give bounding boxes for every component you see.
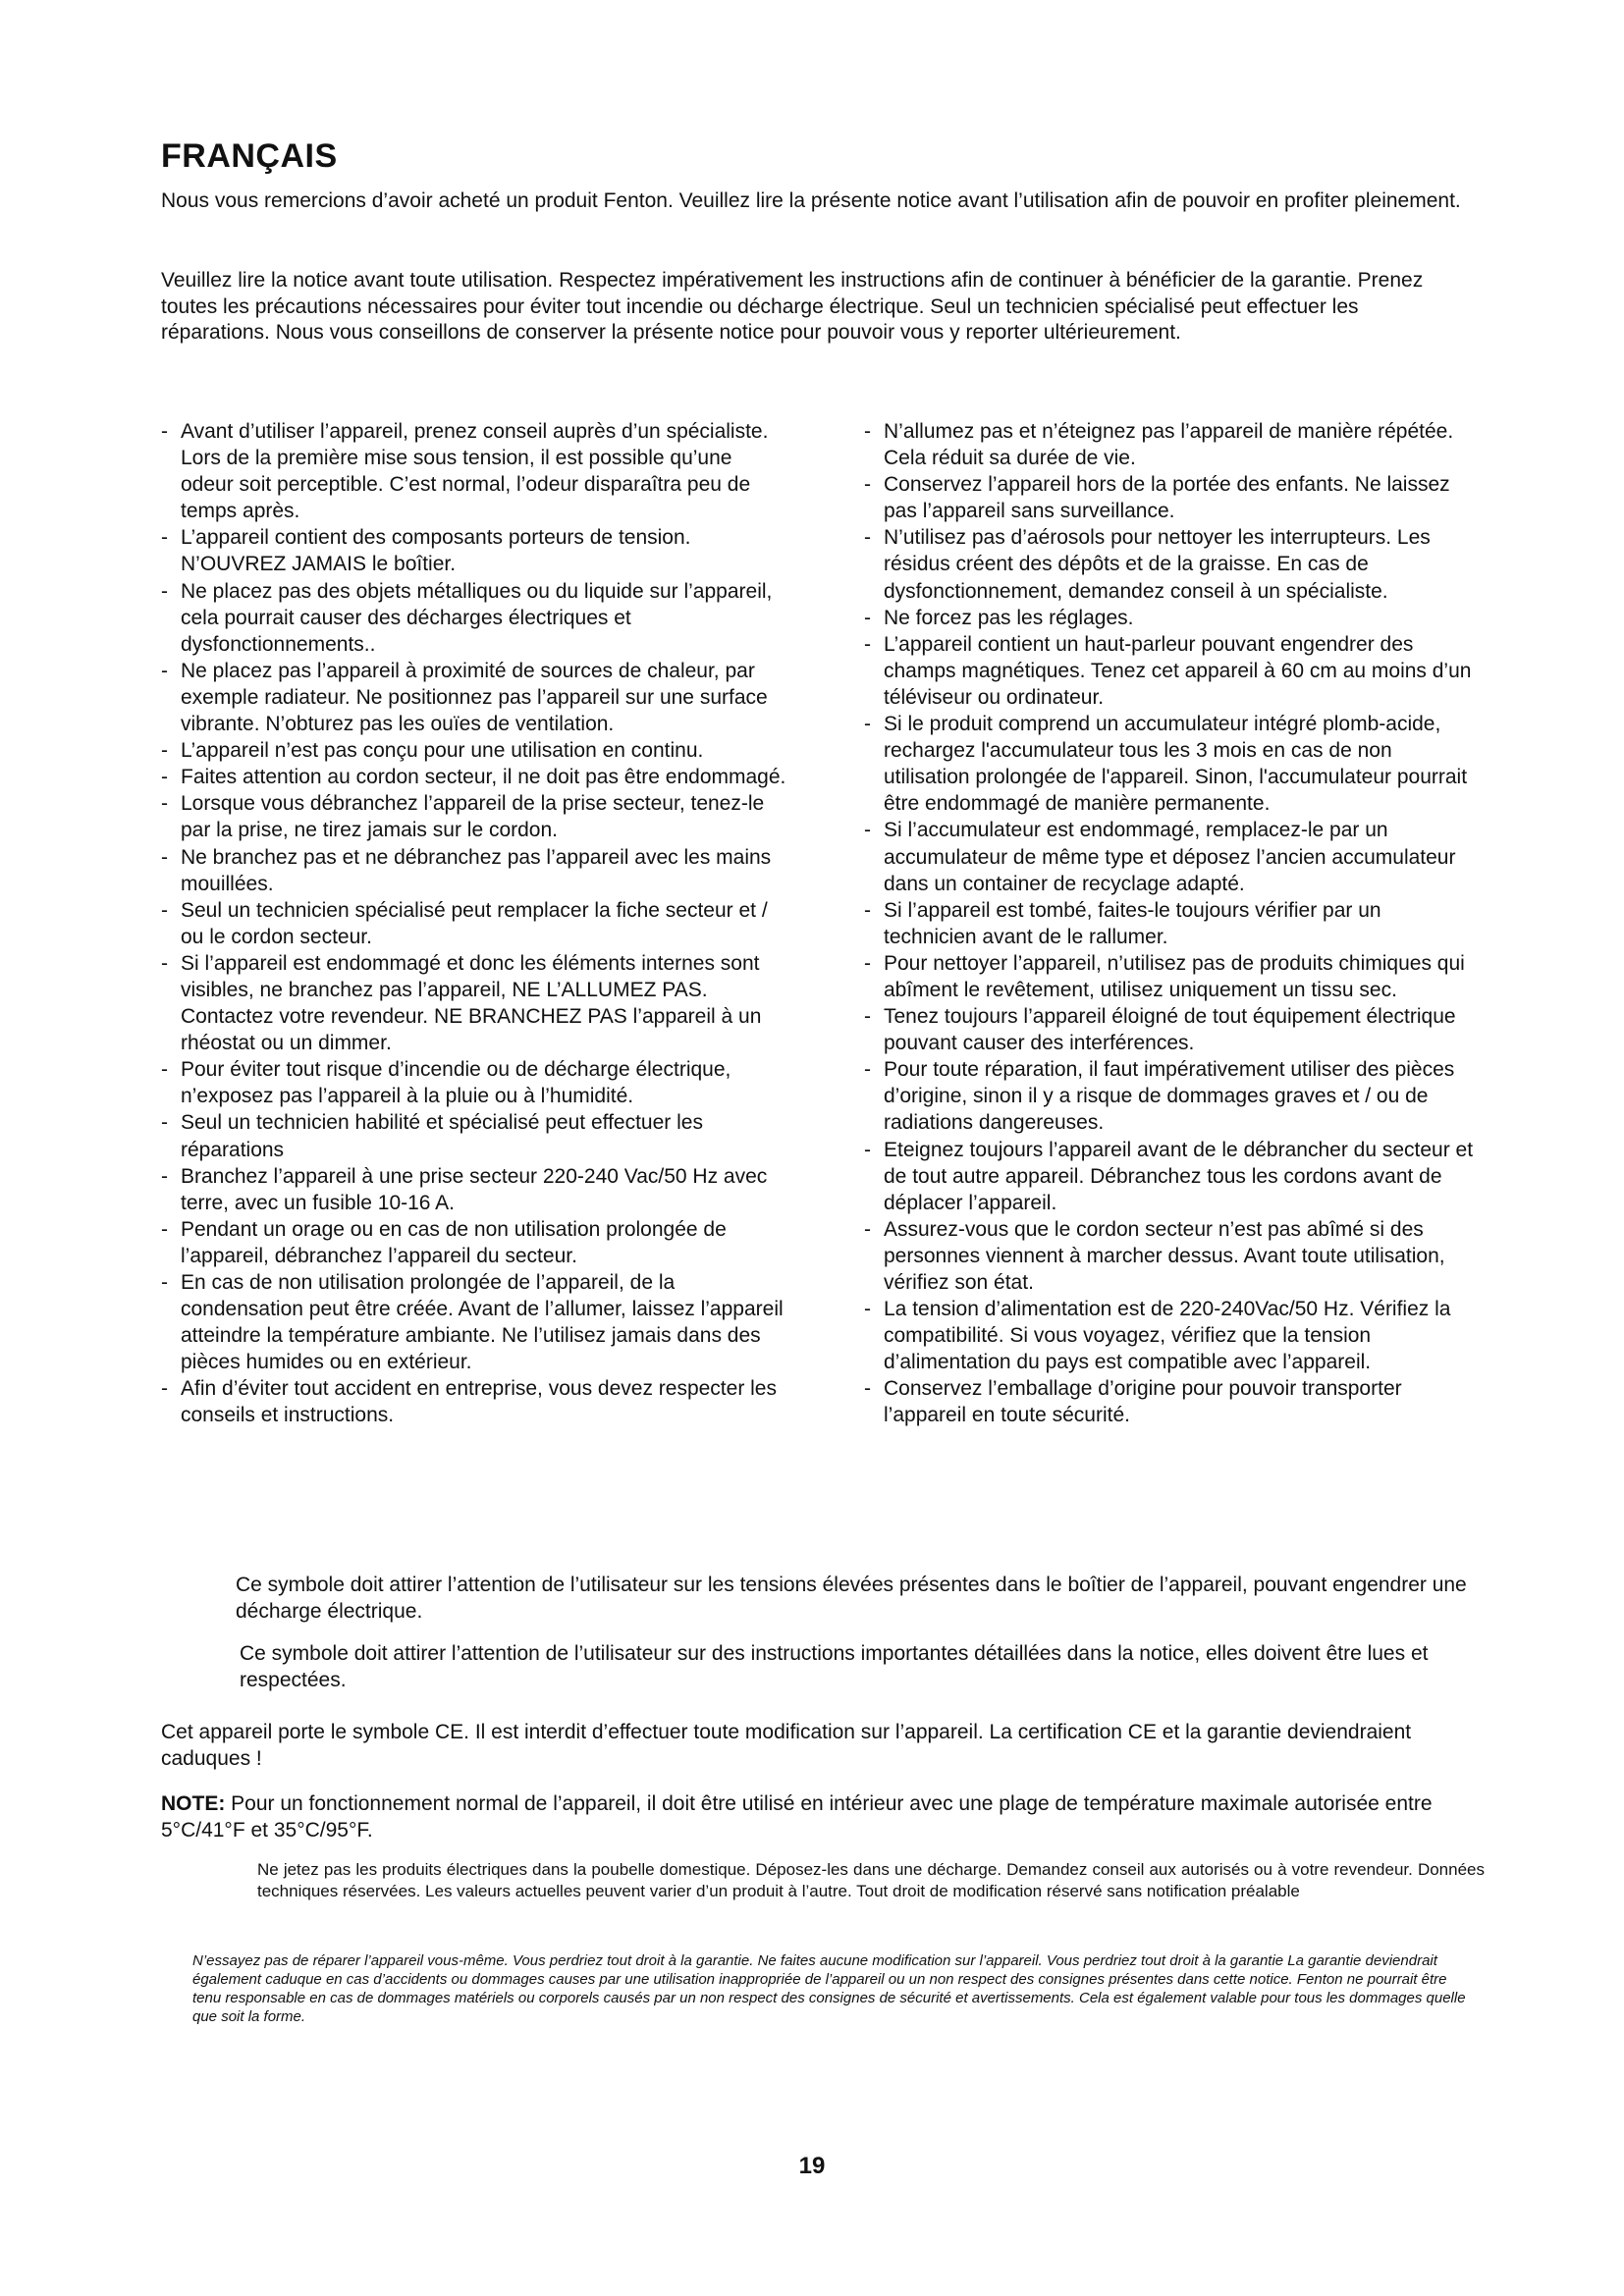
page-title: FRANÇAIS [161,137,338,175]
list-item: - N’utilisez pas d’aérosols pour nettoyer les interrupteurs. Les résidus créent des dépôts et de la graisse. En cas de dysfonctionnement, demandez conseil à un spécialiste. [864,524,1478,604]
list-item: - L’appareil contient des composants porteurs de tension. N’OUVREZ JAMAIS le boîtier. [161,524,789,577]
high-voltage-symbol-note: Ce symbole doit attirer l’attention de l’utilisateur sur les tensions élevées présentes dans le boîtier de l’appareil, pouvant engendrer une décharge électrique. [236,1574,1467,1623]
list-item: - Ne forcez pas les réglages. [864,605,1478,631]
disposal-note: Ne jetez pas les produits électriques dans la poubelle domestique. Déposez-les dans une décharge. Demandez conseil aux autorisés ou à votre revendeur. Données techniques réservées. Les valeurs actuelles peuvent varier d’un produit à l’autre. Tout droit de modification réservé sans notification préalable [257,1860,1485,1900]
important-instructions-symbol-note: Ce symbole doit attirer l’attention de l’utilisateur sur des instructions importantes détaillées dans la notice, elles doivent être lues et respectées. [240,1642,1429,1691]
safety-list-right [864,418,1478,1429]
list-item: - Pendant un orage ou en cas de non utilisation prolongée de l’appareil, débranchez l’appareil du secteur. [161,1216,789,1269]
page-number: 19 [798,2153,826,2179]
list-item: - Afin d’éviter tout accident en entreprise, vous devez respecter les conseils et instructions. [161,1375,789,1428]
list-item: - Ne placez pas l’appareil à proximité de sources de chaleur, par exemple radiateur. Ne positionnez pas l’appareil sur une surface vibrante. N’obturez pas les ouïes de ventilation. [161,658,789,737]
list-item: - Conservez l’appareil hors de la portée des enfants. Ne laissez pas l’appareil sans surveillance. [864,471,1478,524]
temperature-note [161,1791,1467,1843]
list-item: - Si le produit comprend un accumulateur intégré plomb-acide, rechargez l'accumulateur tous les 3 mois en cas de non utilisation prolongée de l'appareil. Sinon, l'accumulateur pourrait être endommagé de manière permanente. [864,711,1478,817]
list-item: - Si l’appareil est tombé, faites-le toujours vérifier par un technicien avant de le rallumer. [864,897,1478,950]
ce-certification-note: Cet appareil porte le symbole CE. Il est interdit d’effectuer toute modification sur l’appareil. La certification CE et la garantie deviendraient caduques ! [161,1721,1412,1770]
list-item: - L’appareil contient un haut-parleur pouvant engendrer des champs magnétiques. Tenez cet appareil à 60 cm au moins d’un téléviseur ou ordinateur. [864,631,1478,711]
note-text: Pour un fonctionnement normal de l’appareil, il doit être utilisé en intérieur avec une plage de température maximale autorisée entre 5°C/41°F et 35°C/95°F. [161,1792,1433,1842]
list-item: - Si l’accumulateur est endommagé, remplacez-le par un accumulateur de même type et déposez l’ancien accumulateur dans un container de recyclage adapté. [864,817,1478,896]
list-item: - Pour éviter tout risque d’incendie ou de décharge électrique, n’exposez pas l’appareil à la pluie ou à l’humidité. [161,1056,789,1109]
warranty-disclaimer: N’essayez pas de réparer l’appareil vous-même. Vous perdriez tout droit à la garantie. Ne faites aucune modification sur l’appareil. Vous perdriez tout droit à la garantie La garantie deviendrait également caduque en cas d’accidents ou dommages causes par une utilisation inappropriée de l’appareil ou un non respect des consignes présentes dans cette notice. Fenton ne pourrait être tenu responsable en cas de dommages matériels ou corporels causés par un non respect des consignes de sécurité et avertissements. Cela est également valable pour tous les dommages quelle que soit la forme. [192,1952,1466,2025]
list-item: - N’allumez pas et n’éteignez pas l’appareil de manière répétée. Cela réduit sa durée de vie. [864,418,1478,471]
list-item: - Pour toute réparation, il faut impérativement utiliser des pièces d’origine, sinon il y a risque de dommages graves et / ou de radiations dangereuses. [864,1056,1478,1136]
list-item: - Lorsque vous débranchez l’appareil de la prise secteur, tenez-le par la prise, ne tirez jamais sur le cordon. [161,790,789,843]
list-item: - La tension d’alimentation est de 220-240Vac/50 Hz. Vérifiez la compatibilité. Si vous voyagez, vérifiez que la tension d’alimentation du pays est compatible avec l’appareil. [864,1296,1478,1375]
intro-paragraph-thanks: Nous vous remercions d’avoir acheté un produit Fenton. Veuillez lire la présente notice avant l’utilisation afin de pouvoir en profiter pleinement. [161,189,1461,212]
list-item: - Faites attention au cordon secteur, il ne doit pas être endommagé. [161,764,789,790]
list-item: - En cas de non utilisation prolongée de l’appareil, de la condensation peut être créée. Avant de l’allumer, laissez l’appareil atteindre la température ambiante. Ne l’utilisez jamais dans des pièces humides ou en extérieur. [161,1269,789,1375]
list-item: - Si l’appareil est endommagé et donc les éléments internes sont visibles, ne branchez pas l’appareil, NE L’ALLUMEZ PAS. Contactez votre revendeur. NE BRANCHEZ PAS l’appareil à un rhéostat ou un dimmer. [161,950,789,1056]
list-item: - Conservez l’emballage d’origine pour pouvoir transporter l’appareil en toute sécurité. [864,1375,1478,1428]
intro-paragraph-instructions: Veuillez lire la notice avant toute utilisation. Respectez impérativement les instructions afin de continuer à bénéficier de la garantie. Prenez toutes les précautions nécessaires pour éviter tout incendie ou décharge électrique. Seul un technicien spécialisé peut effectuer les réparations. Nous vous conseillons de conserver la présente notice pour pouvoir vous y reporter ultérieurement. [161,269,1424,344]
list-item: - L’appareil n’est pas conçu pour une utilisation en continu. [161,737,789,764]
list-item: - Seul un technicien habilité et spécialisé peut effectuer les réparations [161,1109,789,1162]
list-item: - Pour nettoyer l’appareil, n’utilisez pas de produits chimiques qui abîment le revêtement, utilisez uniquement un tissu sec. [864,950,1478,1003]
list-item: - Ne branchez pas et ne débranchez pas l’appareil avec les mains mouillées. [161,844,789,897]
list-item: - Assurez-vous que le cordon secteur n’est pas abîmé si des personnes viennent à marcher dessus. Avant toute utilisation, vérifiez son état. [864,1216,1478,1296]
list-item: - Seul un technicien spécialisé peut remplacer la fiche secteur et / ou le cordon secteur. [161,897,789,950]
list-item: - Eteignez toujours l’appareil avant de le débrancher du secteur et de tout autre appareil. Débranchez tous les cordons avant de déplacer l’appareil. [864,1137,1478,1216]
list-item: - Branchez l’appareil à une prise secteur 220-240 Vac/50 Hz avec terre, avec un fusible 10-16 A. [161,1163,789,1216]
list-item: - Ne placez pas des objets métalliques ou du liquide sur l’appareil, cela pourrait causer des décharges électriques et dysfonctionnements.. [161,578,789,658]
safety-list-left [161,418,789,1429]
list-item: - Tenez toujours l’appareil éloigné de tout équipement électrique pouvant causer des interférences. [864,1003,1478,1056]
list-item: - Avant d’utiliser l’appareil, prenez conseil auprès d’un spécialiste. Lors de la première mise sous tension, il est possible qu’une odeur soit perceptible. C’est normal, l’odeur disparaîtra peu de temps après. [161,418,789,524]
note-label: NOTE: [161,1792,226,1815]
